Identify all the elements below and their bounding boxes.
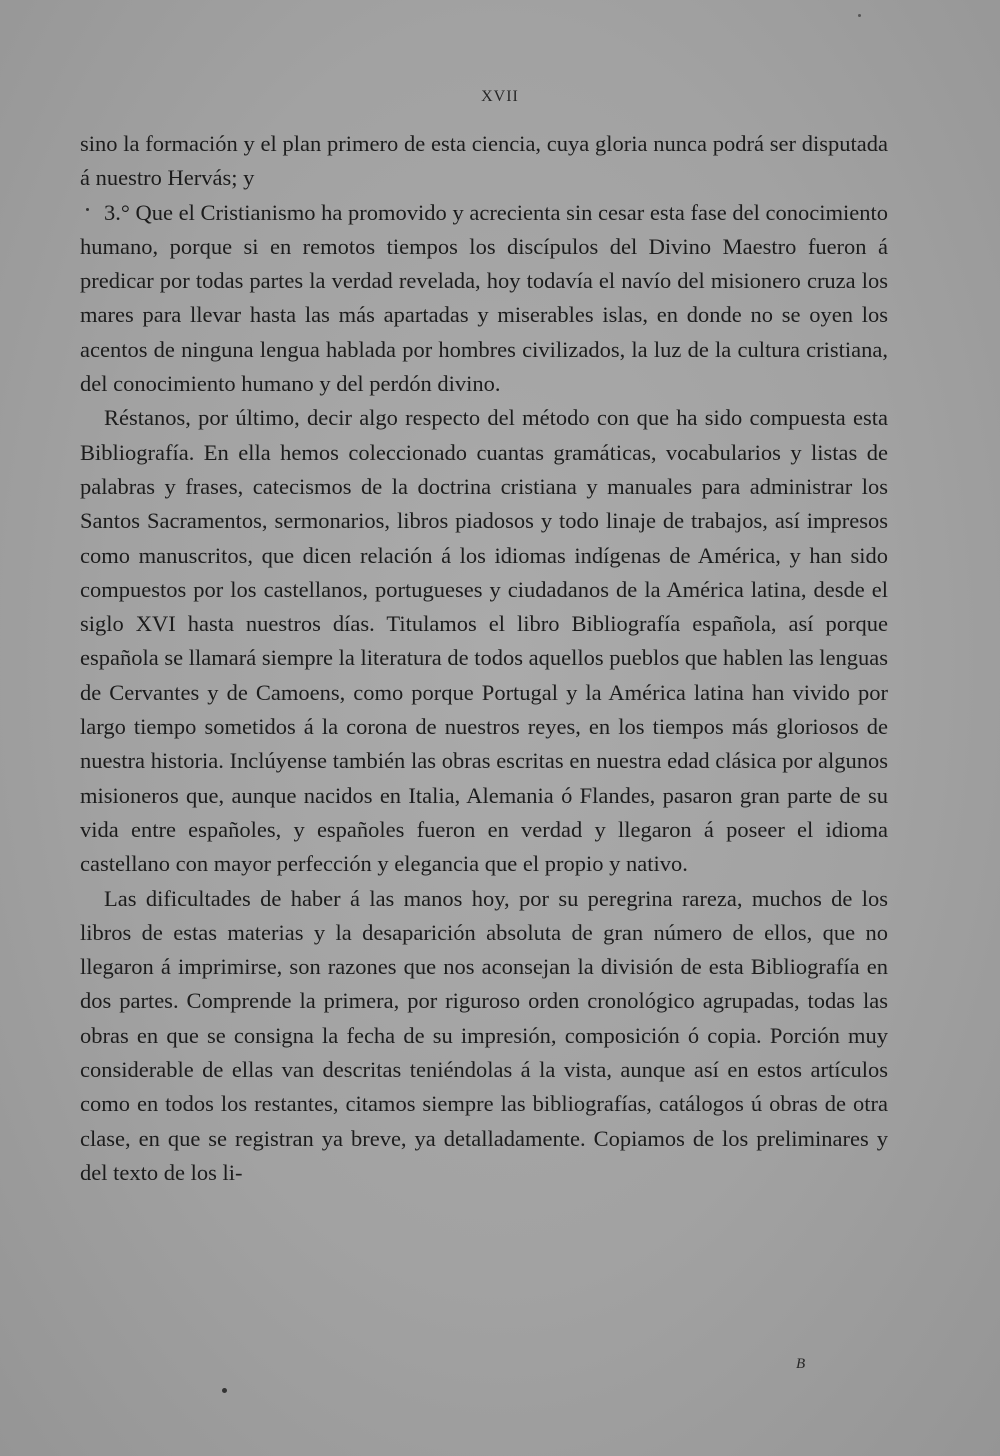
paragraph-difficulties: Las dificultades de haber á las manos hoy, por su peregrina rareza, muchos de los libros de estas materias y la desaparición absoluta de gran número de ellos, que no llegaron á imprimirse, son razones que nos aconsejan la división de esta Bibliografía en dos partes. Comprende la primera, por riguroso orden cronológico agrupadas, todas las obras en que se consigna la fecha de su impresión, composición ó copia. Porción muy considerable de ellas van descritas teniéndolas á la vista, aunque así en estos artículos como en todos los restantes, citamos siempre las bibliografías, catálogos ú obras de otra clase, en que se registran ya breve, ya detalladamente. Copiamos de los preliminares y del texto de los li- (80, 885, 888, 1185)
page-number-header: XVII (481, 88, 519, 105)
body-text (80, 127, 888, 1190)
ink-speck (86, 208, 89, 211)
paragraph-continuation: sino la formación y el plan primero de esta ciencia, cuya gloria nunca podrá ser disputada á nuestro Hervás; y (80, 131, 888, 191)
ink-speck (858, 14, 861, 17)
paragraph-method: Réstanos, por último, decir algo respecto del método con que ha sido compuesta esta Bibliografía. En ella hemos coleccionado cuantas gramáticas, vocabularios y listas de palabras y frases, catecismos de la doctrina cristiana y manuales para administrar los Santos Sacramentos, sermonarios, libros piadosos y todo linaje de trabajos, así impresos como manuscritos, que dicen relación á los idiomas indígenas de América, y han sido compuestos por los castellanos, portugueses y ciudadanos de la América latina, desde el siglo XVI hasta nuestros días. Titulamos el libro Bibliografía española, así porque española se llamará siempre la literatura de todos aquellos pueblos que hablen las lenguas de Cervantes y de Camoens, como porque Portugal y la América latina han vivido por largo tiempo sometidos á la corona de nuestros reyes, en los tiempos más gloriosos de nuestra historia. Inclúyense también las obras escritas en nuestra edad clásica por algunos misioneros que, aunque nacidos en Italia, Alemania ó Flandes, pasaron gran parte de su vida entre españoles, y españoles fueron en verdad y llegaron á poseer el idioma castellano con mayor perfección y elegancia que el propio y nativo. (80, 405, 888, 877)
ink-speck (222, 1388, 227, 1393)
paragraph-point-three: 3.° Que el Cristianismo ha promovido y acrecienta sin cesar esta fase del conocimiento humano, porque si en remotos tiempos los discípulos del Divino Maestro fueron á predicar por todas partes la verdad revelada, hoy todavía el navío del misionero cruza los mares para llevar hasta las más apartadas y miserables islas, en donde no se oyen los acentos de ninguna lengua hablada por hombres civilizados, la luz de la cultura cristiana, del conocimiento humano y del perdón divino. (80, 199, 888, 397)
signature-mark: B (796, 1356, 806, 1372)
